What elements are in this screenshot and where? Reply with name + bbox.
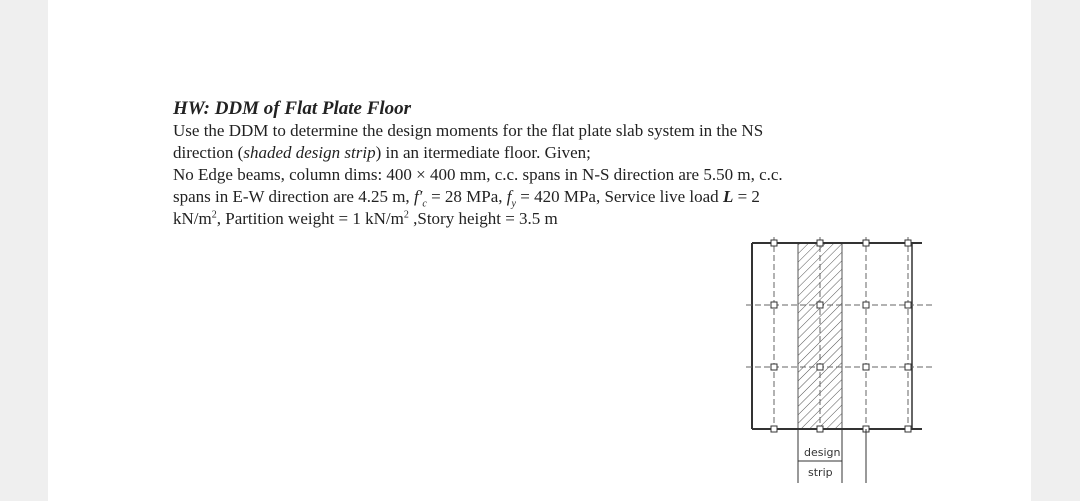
line4-c: = 420 MPa, Service live load (515, 187, 723, 206)
sup-2a: 2 (211, 209, 217, 221)
paragraph-line-4 (173, 186, 933, 208)
line4-b: = 28 MPa, (426, 187, 507, 206)
fc-sub: c (422, 198, 427, 210)
line3-text: No Edge beams, column dims: 400 × 400 mm, c.c. spans in N-S direction are 5.50 m, c.c. (173, 165, 783, 184)
line2-post: ) in an itermediate floor. Given; (375, 143, 591, 162)
L-symbol: L (722, 187, 734, 206)
document-page (48, 0, 1031, 501)
line2-italic: shaded design strip (243, 143, 376, 162)
line5-a: kN/m (173, 209, 212, 228)
line4-d: = 2 (733, 187, 760, 206)
fc-symbol: f′ (413, 187, 423, 206)
fy-symbol: f (506, 187, 512, 206)
line2-pre: direction ( (173, 143, 244, 162)
line5-c: ,Story height = 3.5 m (408, 209, 558, 228)
paragraph-line-2 (173, 142, 933, 164)
fy-sub: y (511, 198, 516, 210)
paragraph-line-5 (173, 208, 933, 230)
sup-2b: 2 (403, 209, 409, 221)
paragraph-line-1 (173, 120, 933, 142)
design-label: design (804, 446, 841, 459)
paragraph-line-3 (173, 164, 933, 186)
line1-text: Use the DDM to determine the design moments for the flat plate slab system in the NS (173, 121, 764, 140)
problem-statement (173, 98, 933, 230)
slab-plan-diagram (742, 233, 942, 493)
page-title: HW: DDM of Flat Plate Floor (173, 98, 412, 119)
line4-a: spans in E-W direction are 4.25 m, (173, 187, 414, 206)
strip-label: strip (808, 466, 833, 479)
line5-b: , Partition weight = 1 kN/m (216, 209, 404, 228)
